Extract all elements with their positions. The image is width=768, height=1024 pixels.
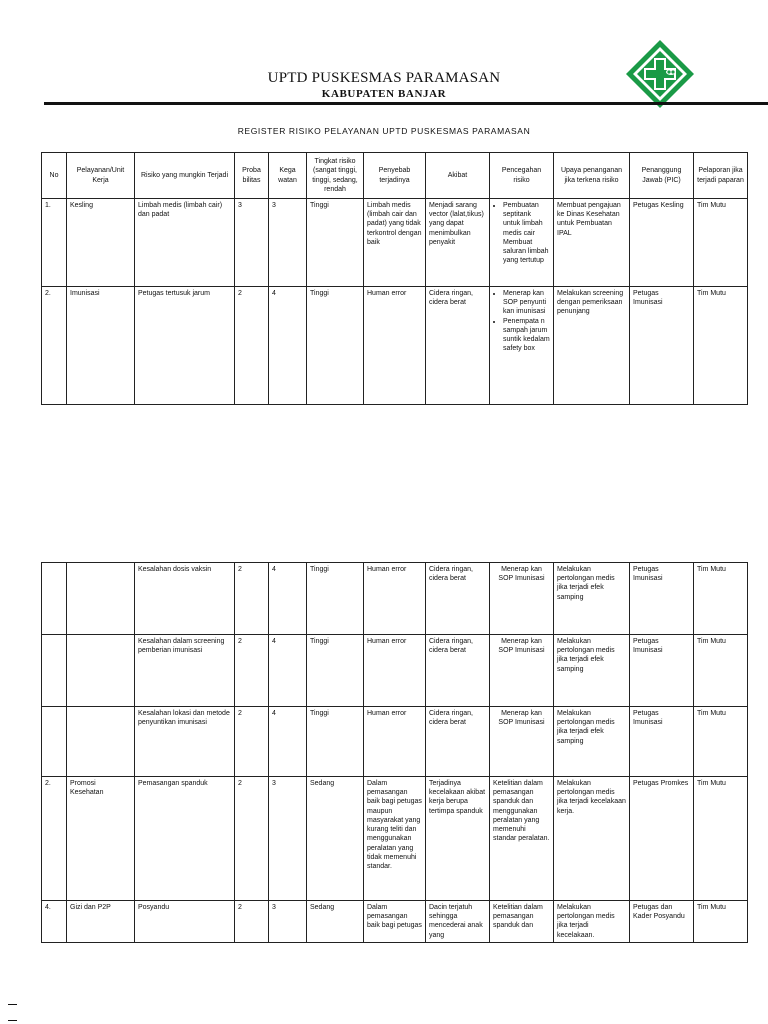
register-title: REGISTER RISIKO PELAYANAN UPTD PUSKESMAS PARAMASAN bbox=[237, 126, 531, 136]
cell-no: 4. bbox=[42, 901, 67, 943]
cell-pic: Petugas Imunisasi bbox=[630, 635, 694, 707]
prevention-item: • Menerap kan SOP penyunti kan imunisasi bbox=[503, 289, 550, 317]
cell-risk-level: Sedang bbox=[307, 901, 364, 943]
cell-unit bbox=[67, 563, 135, 635]
cell-cause: Human error bbox=[364, 707, 426, 777]
col-header-risk-level: Tingkat risiko (sangat tinggi, tinggi, sedang, rendah bbox=[307, 153, 364, 199]
cell-handling: Membuat pengajuan ke Dinas Kesehatan untuk Pembuatan IPAL bbox=[554, 199, 630, 287]
cell-reporting: Tim Mutu bbox=[694, 635, 748, 707]
cell-risk: Kesalahan lokasi dan metode penyuntikan imunisasi bbox=[135, 707, 235, 777]
cell-risk: Kesalahan dalam screening pemberian imunisasi bbox=[135, 635, 235, 707]
table-row bbox=[42, 635, 748, 707]
organization-subtitle: KABUPATEN BANJAR bbox=[321, 88, 447, 100]
cell-effect: Cidera ringan, cidera berat bbox=[426, 287, 490, 405]
cell-probability: 2 bbox=[235, 635, 269, 707]
cell-cause: Dalam pemasangan baik bagi petugas bbox=[364, 901, 426, 943]
cell-prevention bbox=[490, 287, 554, 405]
cell-prevention: Menerap kan SOP Imunisasi bbox=[490, 563, 554, 635]
cell-probability: 2 bbox=[235, 777, 269, 901]
cell-cause: Limbah medis (limbah cair dan padat) yang tidak terkontrol dengan baik bbox=[364, 199, 426, 287]
cell-handling: Melakukan pertolongan medis jika terjadi efek samping bbox=[554, 635, 630, 707]
cell-cause: Human error bbox=[364, 635, 426, 707]
header-divider bbox=[44, 102, 768, 105]
prevention-list bbox=[493, 289, 550, 354]
cell-no: 2. bbox=[42, 777, 67, 901]
cell-cause: Human error bbox=[364, 563, 426, 635]
cell-probability: 2 bbox=[235, 287, 269, 405]
table-row bbox=[42, 707, 748, 777]
cell-pic: Petugas Promkes bbox=[630, 777, 694, 901]
table-row bbox=[42, 901, 748, 943]
cell-pic: Petugas Imunisasi bbox=[630, 287, 694, 405]
col-header-handling: Upaya penanganan jika terkena risiko bbox=[554, 153, 630, 199]
cell-prevention: Menerap kan SOP Imunisasi bbox=[490, 707, 554, 777]
cell-risk-level: Tinggi bbox=[307, 563, 364, 635]
cell-handling: Melakukan pertolongan medis jika terjadi kecelakaan. bbox=[554, 901, 630, 943]
cell-unit: Imunisasi bbox=[67, 287, 135, 405]
cell-pic: Petugas dan Kader Posyandu bbox=[630, 901, 694, 943]
cell-effect: Dacin terjatuh sehingga mencederai anak yang bbox=[426, 901, 490, 943]
cell-probability: 2 bbox=[235, 563, 269, 635]
cell-reporting: Tim Mutu bbox=[694, 563, 748, 635]
cell-prevention bbox=[490, 199, 554, 287]
col-header-prevention: Pencegahan risiko bbox=[490, 153, 554, 199]
cell-unit bbox=[67, 635, 135, 707]
cell-unit bbox=[67, 707, 135, 777]
cell-probability: 3 bbox=[235, 199, 269, 287]
cell-effect: Menjadi sarang vector (lalat,tikus) yang dapat menimbulkan penyakit bbox=[426, 199, 490, 287]
col-header-no: No bbox=[42, 153, 67, 199]
col-header-probability: Proba bilitas bbox=[235, 153, 269, 199]
risk-register-table-continued bbox=[41, 562, 748, 943]
cell-effect: Cidera ringan, cidera berat bbox=[426, 635, 490, 707]
cell-risk: Petugas tertusuk jarum bbox=[135, 287, 235, 405]
cell-prevention: Ketelitian dalam pemasangan spanduk dan bbox=[490, 901, 554, 943]
cell-effect: Cidera ringan, cidera berat bbox=[426, 563, 490, 635]
table-header-row bbox=[42, 153, 748, 199]
cell-handling: Melakukan pertolongan medis jika terjadi efek samping bbox=[554, 707, 630, 777]
cell-unit: Gizi dan P2P bbox=[67, 901, 135, 943]
col-header-cause: Penyebab terjadinya bbox=[364, 153, 426, 199]
prevention-list bbox=[493, 201, 550, 266]
cell-probability: 2 bbox=[235, 707, 269, 777]
table-row bbox=[42, 287, 748, 405]
page-edge-mark bbox=[8, 1020, 17, 1021]
col-header-effect: Akibat bbox=[426, 153, 490, 199]
cell-no bbox=[42, 635, 67, 707]
cell-risk-level: Tinggi bbox=[307, 635, 364, 707]
cell-pic: Petugas Imunisasi bbox=[630, 707, 694, 777]
cell-risk: Kesalahan dosis vaksin bbox=[135, 563, 235, 635]
cell-no bbox=[42, 563, 67, 635]
cell-severity: 4 bbox=[269, 635, 307, 707]
cell-severity: 3 bbox=[269, 199, 307, 287]
cell-severity: 3 bbox=[269, 777, 307, 901]
cell-risk-level: Tinggi bbox=[307, 707, 364, 777]
cell-risk-level: Tinggi bbox=[307, 287, 364, 405]
cell-unit: Promosi Kesehatan bbox=[67, 777, 135, 901]
cell-severity: 4 bbox=[269, 707, 307, 777]
col-header-unit: Pelayanan/Unit Kerja bbox=[67, 153, 135, 199]
cell-cause: Dalam pemasangan baik bagi petugas maupun masyarakat yang kurang teliti dan menggunakan peralatan yang tidak memenuhi standar. bbox=[364, 777, 426, 901]
cell-severity: 4 bbox=[269, 563, 307, 635]
cell-cause: Human error bbox=[364, 287, 426, 405]
cell-reporting: Tim Mutu bbox=[694, 777, 748, 901]
col-header-severity: Kega watan bbox=[269, 153, 307, 199]
cell-risk: Posyandu bbox=[135, 901, 235, 943]
cell-probability: 2 bbox=[235, 901, 269, 943]
cell-reporting: Tim Mutu bbox=[694, 901, 748, 943]
table-row bbox=[42, 777, 748, 901]
cell-reporting: Tim Mutu bbox=[694, 199, 748, 287]
cell-prevention: Ketelitian dalam pemasangan spanduk dan menggunakan peralatan yang memenuhi standar peralatan. bbox=[490, 777, 554, 901]
cell-reporting: Tim Mutu bbox=[694, 707, 748, 777]
cell-risk: Pemasangan spanduk bbox=[135, 777, 235, 901]
page-edge-mark bbox=[8, 1004, 17, 1005]
cell-handling: Melakukan pertolongan medis jika terjadi efek samping bbox=[554, 563, 630, 635]
cell-severity: 3 bbox=[269, 901, 307, 943]
cell-no bbox=[42, 707, 67, 777]
col-header-pic: Penanggung Jawab (PIC) bbox=[630, 153, 694, 199]
table-row bbox=[42, 563, 748, 635]
cell-risk: Limbah medis (limbah cair) dan padat bbox=[135, 199, 235, 287]
prevention-item: • Pembuatan septitank untuk limbah medis cair Membuat saluran limbah yang tertutup bbox=[503, 201, 550, 266]
cell-handling: Melakukan screening dengan pemeriksaan penunjang bbox=[554, 287, 630, 405]
cell-no: 1. bbox=[42, 199, 67, 287]
cell-effect: Cidera ringan, cidera berat bbox=[426, 707, 490, 777]
risk-register-table bbox=[41, 152, 748, 405]
col-header-risk: Risiko yang mungkin Terjadi bbox=[135, 153, 235, 199]
cell-unit: Kesling bbox=[67, 199, 135, 287]
cell-pic: Petugas Imunisasi bbox=[630, 563, 694, 635]
prevention-item: • Penempata n sampah jarum suntik kedalam safety box bbox=[503, 317, 550, 354]
cell-risk-level: Tinggi bbox=[307, 199, 364, 287]
organization-title: UPTD PUSKESMAS PARAMASAN bbox=[267, 70, 501, 86]
cell-no: 2. bbox=[42, 287, 67, 405]
cell-reporting: Tim Mutu bbox=[694, 287, 748, 405]
cell-effect: Terjadinya kecelakaan akibat kerja berupa tertimpa spanduk bbox=[426, 777, 490, 901]
cell-risk-level: Sedang bbox=[307, 777, 364, 901]
table-row bbox=[42, 199, 748, 287]
cell-handling: Melakukan pertolongan medis jika terjadi kecelakaan kerja. bbox=[554, 777, 630, 901]
cell-pic: Petugas Kesling bbox=[630, 199, 694, 287]
cell-prevention: Menerap kan SOP Imunisasi bbox=[490, 635, 554, 707]
col-header-reporting: Pelaporan jika terjadi paparan bbox=[694, 153, 748, 199]
cell-severity: 4 bbox=[269, 287, 307, 405]
